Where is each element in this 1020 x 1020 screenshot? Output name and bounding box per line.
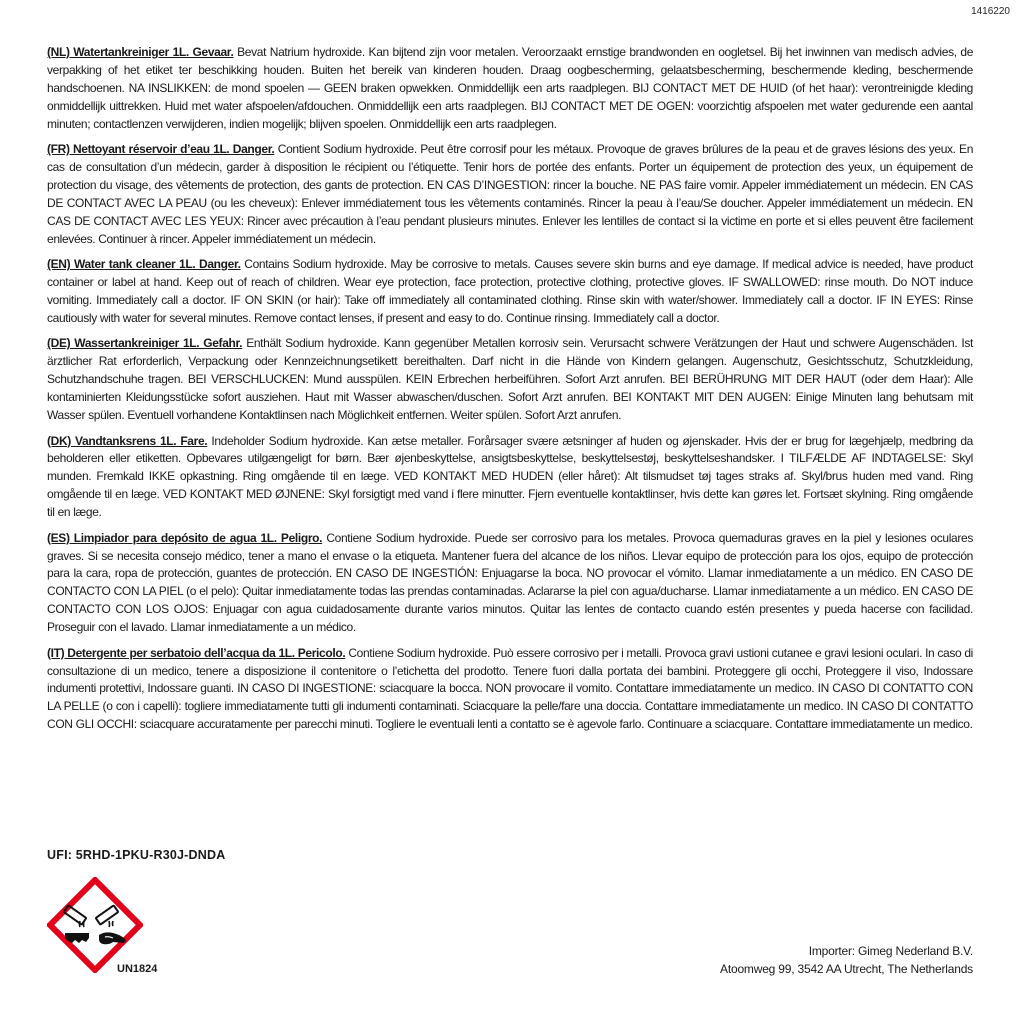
paragraph-heading: (FR) Nettoyant réservoir d’eau 1L. Danger. [47, 142, 275, 157]
document-code: 1416220 [971, 6, 1010, 17]
paragraph-heading: (DE) Wassertankreiniger 1L. Gefahr. [47, 336, 243, 351]
safety-text-block [47, 44, 973, 742]
paragraph-it [47, 645, 973, 735]
paragraph-heading: (ES) Limpiador para depósito de agua 1L. Peligro. [47, 530, 323, 545]
paragraph-body: Contiene Sodium hydroxide. Puede ser corrosivo para los metales. Provoca quemaduras graves en la piel y lesiones oculares graves. Si se necesita consejo médico, tener a mano el envase o la etiqueta. Mantener fuera del alcance de los niños. Llevar equipo de protección para los ojos, equipo de protección para la cara, ropa de protección, guantes de protección. EN CASO DE INGESTIÓN: Enjuagarse la boca. NO provocar el vómito. Llamar inmediatamente a un médico. EN CASO DE CONTACTO CON LA PIEL (o el pelo): Quitar inmediatamente todas las prendas contaminadas. Aclararse la piel con agua/ducharse. Llamar inmediatamente a un médico. EN CASO DE CONTACTO CON LOS OJOS: Enjuagar con agua cuidadosamente durante varios minutos. Quitar las lentes de contacto cuando estén presentes y pueda hacerse con facilidad. Proseguir con el lavado. Llamar inmediatamente a un médico. [47, 530, 973, 635]
corrosive-hazard-icon [47, 877, 143, 973]
hazard-diamond-border [50, 880, 140, 970]
paragraph-fr [47, 141, 973, 248]
importer-street: Atoomweg 99, 3542 AA Utrecht, The Netherlands [720, 962, 973, 976]
ufi-code: UFI: 5RHD-1PKU-R30J-DNDA [47, 848, 226, 862]
paragraph-heading: (NL) Watertankreiniger 1L. Gevaar. [47, 45, 234, 59]
paragraph-heading: (EN) Water tank cleaner 1L. Danger. [47, 257, 241, 272]
importer-address [720, 942, 973, 978]
paragraph-de [47, 335, 973, 425]
paragraph-en [47, 256, 973, 328]
paragraph-body: Contains Sodium hydroxide. May be corrosive to metals. Causes severe skin burns and eye damage. If medical advice is needed, have product container or label at hand. Keep out of reach of children. Wear eye protection, face protection, protective clothing, protective gloves. IF SWALLOWED: rinse mouth. Do NOT induce vomiting. Immediately call a doctor. IF ON SKIN (or hair): Take off immediately all contaminated clothing. Rinse skin with water/shower. Immediately call a doctor. IF IN EYES: Rinse cautiously with water for several minutes. Remove contact lenses, if present and easy to do. Continue rinsing. Immediately call a doctor. [47, 257, 973, 325]
paragraph-body: Contient Sodium hydroxide. Peut être corrosif pour les métaux. Provoque de graves brûlures de la peau et de graves lésions des yeux. En cas de consultation d’un médecin, garder à disposition le récipient ou l’étiquette. Tenir hors de portée des enfants. Porter un équipement de protection des yeux, un équipement de protection du visage, des vêtements de protection, des gants de protection. EN CAS D’INGESTION: rincer la bouche. NE PAS faire vomir. Appeler immédiatement un médecin. EN CAS DE CONTACT AVEC LA PEAU (ou les cheveux): Enlever immédiatement tous les vêtements contaminés. Rincer la peau à l’eau/Se doucher. Appeler immédiatement un médecin. EN CAS DE CONTACT AVEC LES YEUX: Rincer avec précaution à l’eau pendant plusieurs minutes. Enlever les lentilles de contact si la victime en porte et si elles peuvent être facilement enlevées. Continuer à rincer. Appeler immédiatement un médecin. [47, 142, 974, 246]
paragraph-nl [47, 44, 973, 134]
paragraph-body: Indeholder Sodium hydroxide. Kan ætse metaller. Forårsager svære ætsninger af huden og øjenskader. Hvis der er brug for lægehjælp, medbring da beholderen eller etiketten. Opbevares utilgængeligt for børn. Bær øjenbeskyttelse, ansigtsbeskyttelse, beskyttelsestøj, beskyttelseshandsker. I TILFÆLDE AF INDTAGELSE: Skyl munden. Fremkald IKKE opkastning. Ring omgående til en læge. VED KONTAKT MED HUDEN (eller håret): Alt tilsmudset tøj tages straks af. Skyl/brus huden med vand. Ring omgående til en læge. VED KONTAKT MED ØJNENE: Skyl forsigtigt med vand i flere minutter. Fjern eventuelle kontaktlinser, hvis dette kan gøres let. Fortsæt skylning. Ring omgående til en læge. [47, 433, 974, 520]
paragraph-heading: (IT) Detergente per serbatoio dell’acqua da 1L. Pericolo. [47, 645, 346, 660]
importer-name: Importer: Gimeg Nederland B.V. [808, 944, 973, 958]
paragraph-body: Contiene Sodium hydroxide. Può essere corrosivo per i metalli. Provoca gravi ustioni cutanee e gravi lesioni oculari. In caso di consultazione di un medico, tenere a disposizione il contenitore o l’etichetta del prodotto. Tenere fuori dalla portata dei bambini. Proteggere gli occhi, Proteggere il viso, Indossare indumenti protettivi, Indossare guanti. IN CASO DI INGESTIONE: sciacquare la bocca. NON provocare il vomito. Contattare immediatamente un medico. IN CASO DI CONTATTO CON LA PELLE (o con i capelli): togliere immediatamente tutti gli indumenti contaminati. Sciacquare la pelle/fare una doccia. Contattare immediatamente un medico. IN CASO DI CONTATTO CON GLI OCCHI: sciacquare accuratamente per parecchi minuti. Togliere le eventuali lenti a contatto se è agevole farlo. Continuare a sciacquare. Contattare immediatamente un medico. [47, 645, 973, 732]
paragraph-dk [47, 433, 973, 523]
paragraph-body: Enthält Sodium hydroxide. Kann gegenüber Metallen korrosiv sein. Verursacht schwere Verätzungen der Haut und schwere Augenschäden. Ist ärztlicher Rat erforderlich, Verpackung oder Kennzeichnungsetikett bereithalten. Darf nicht in die Hände von Kindern gelangen. Augenschutz, Gesichtsschutz, Schutzkleidung, Schutzhandschuhe tragen. BEI VERSCHLUCKEN: Mund ausspülen. KEIN Erbrechen herbeiführen. Sofort Arzt anrufen. BEI BERÜHRUNG MIT DER HAUT (oder dem Haar): Alle kontaminierten Kleidungsstücke sofort ausziehen. Haut mit Wasser abwaschen/duschen. Sofort Arzt anrufen. BEI KONTAKT MIT DEN AUGEN: Einige Minuten lang behutsam mit Wasser spülen. Eventuell vorhandene Kontaktlinsen nach Möglichkeit entfernen. Weiter spülen. Sofort Arzt anrufen. [47, 336, 973, 422]
un-number: UN1824 [117, 963, 158, 975]
paragraph-heading: (DK) Vandtanksrens 1L. Fare. [47, 433, 208, 448]
paragraph-body: Bevat Natrium hydroxide. Kan bijtend zijn voor metalen. Veroorzaakt ernstige brandwonden en oogletsel. Bij het inwinnen van medisch advies, de verpakking of het etiket ter beschikking houden. Buiten het bereik van kinderen houden. Draag oogbescherming, gelaatsbescherming, beschermende kleding, beschermende handschoenen. NA INSLIKKEN: de mond spoelen — GEEN braken opwekken. Onmiddellijk een arts raadplegen. BIJ CONTACT MET DE HUID (of het haar): verontreinigde kleding onmiddellijk uittrekken. Huid met water afspoelen/afdouchen. Onmiddellijk een arts raadplegen. BIJ CONTACT MET DE OGEN: voorzichtig afspoelen met water gedurende een aantal minuten; contactlenzen verwijderen, indien mogelijk; blijven spoelen. Onmiddellijk een arts raadplegen. [47, 45, 974, 131]
paragraph-es [47, 530, 973, 637]
